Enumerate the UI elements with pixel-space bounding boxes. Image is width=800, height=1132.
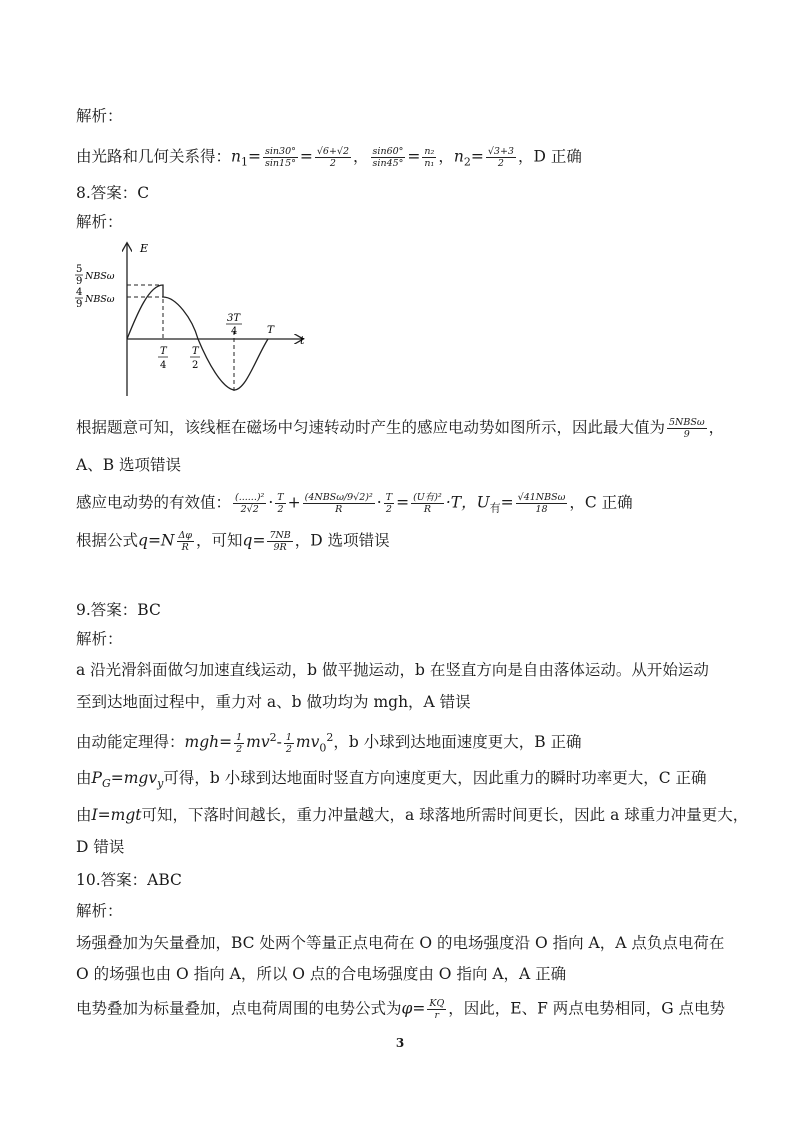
- frac-num: 7NB: [269, 530, 291, 541]
- fraction: [411, 492, 444, 515]
- y-axis-label: E: [140, 242, 149, 255]
- fraction: [275, 492, 285, 515]
- q9-p3-formula: mgh=: [184, 733, 233, 752]
- q10-p3: [76, 998, 725, 1021]
- q9-p5: [76, 805, 748, 825]
- q9-p4-end: 可得，b 小球到达地面时竖直方向速度更大，因此重力的瞬时功率更大，C 正确: [163, 769, 707, 787]
- frac-den: R: [423, 504, 432, 515]
- n2-symbol: n: [453, 147, 464, 166]
- q9-p3-minus: -: [276, 733, 282, 752]
- frac-num: Δφ: [178, 530, 193, 541]
- tick-T: T: [267, 324, 275, 336]
- q7-conclusion: D 正确: [533, 147, 582, 166]
- q8-line3-prefix: 感应电动势的有效值：: [76, 493, 232, 512]
- frac-den: r: [434, 1010, 440, 1021]
- tick-3t4-num: 3T: [227, 313, 241, 324]
- frac-num: KQ: [429, 998, 445, 1009]
- analysis-label: 解析：: [76, 902, 123, 920]
- fraction: [303, 492, 375, 515]
- q9-p5-formula: I=mgt: [91, 806, 142, 824]
- fraction: [315, 146, 351, 169]
- emf-graph: [74, 238, 314, 398]
- label-59-num: 5: [76, 264, 83, 275]
- label-49-den: 9: [76, 299, 83, 310]
- q9-p1: a 沿光滑斜面做匀加速直线运动，b 做平抛运动，b 在竖直方向是自由落体运动。从开始运动: [76, 661, 709, 679]
- q7-prefix: 由光路和几何关系得：: [76, 147, 232, 166]
- frac-den: 2: [285, 743, 292, 755]
- tick-t2-num: T: [192, 346, 199, 357]
- fraction: [267, 530, 292, 553]
- fraction: [516, 492, 568, 515]
- q8-line1-end: ，: [708, 418, 725, 437]
- q9-p2: 至到达地面过程中，重力对 a、b 做功均为 mgh，A 错误: [76, 693, 471, 711]
- q9-p3-mv: mv: [246, 733, 270, 752]
- analysis-label: 解析：: [76, 107, 123, 125]
- fraction: [667, 417, 707, 440]
- q9-p6: D 错误: [76, 838, 125, 856]
- q9-p4-sub2: y: [157, 777, 164, 791]
- frac-num: 5NBSω: [669, 417, 705, 428]
- q9-p4-sub: G: [101, 777, 111, 791]
- q8-line4-end: ，D 选项错误: [294, 531, 390, 550]
- fraction: [234, 732, 244, 755]
- n2-sub: 2: [463, 155, 471, 169]
- q8-line4: [76, 530, 390, 553]
- n1-sub: 1: [241, 155, 248, 169]
- q9-p3: 由动能定理得：mgh= $\frac{1}{2}$ $mv^2-$ $\frac{1}{2}$ $mv_0^2$，b 小球到达地面速度更大，B 正确: [76, 731, 582, 755]
- label-49-num: 4: [76, 287, 83, 298]
- answer-heading: 10.答案：ABC: [76, 871, 182, 889]
- q9-p3-prefix: 由动能定理得：: [76, 733, 185, 752]
- q8-line4-prefix: 根据公式: [76, 531, 139, 550]
- q10-p2: O 的场强也由 O 指向 A，所以 O 点的合电场强度由 O 指向 A，A 正确: [76, 965, 567, 983]
- tick-t4-num: T: [160, 346, 167, 357]
- frac-den: R: [181, 542, 189, 553]
- fraction: [177, 530, 195, 553]
- label-49-text: NBSω: [85, 294, 115, 305]
- x-axis-label: t: [300, 334, 305, 347]
- answer-heading: 8.答案：C: [76, 184, 150, 202]
- frac-num: (......)²: [235, 492, 265, 503]
- q8-line1-text: 根据题意可知，该线框在磁场中匀速转动时产生的感应电动势如图所示，因此最大值为: [76, 418, 666, 437]
- q9-p4: [76, 768, 706, 794]
- fraction: [384, 492, 394, 515]
- frac-num: 1: [285, 731, 292, 743]
- q8-line2: A、B 选项错误: [76, 456, 182, 474]
- frac-den: R: [335, 504, 343, 515]
- frac-den: 9: [683, 429, 690, 440]
- q8-line1: [76, 417, 724, 440]
- q8-line4-mid: ，可知: [196, 531, 243, 550]
- fraction: [263, 146, 298, 169]
- tick-3t4-den: 4: [231, 326, 238, 337]
- frac-num: (U有)²: [413, 492, 442, 503]
- frac-den: 2: [236, 743, 243, 755]
- u-sub: 有: [489, 501, 501, 515]
- q9-p5-prefix: 由: [76, 806, 92, 824]
- n1-symbol: n: [231, 147, 241, 166]
- frac-den: 2: [385, 504, 392, 515]
- frac-num: √6+√2: [316, 146, 350, 157]
- analysis-label: 解析：: [76, 213, 123, 231]
- label-59-text: NBSω: [85, 271, 115, 282]
- q9-p4-formula: P: [91, 769, 102, 787]
- q9-p4-prefix: 由: [76, 769, 92, 787]
- fraction: [233, 492, 266, 515]
- fraction: [486, 146, 516, 169]
- frac-num: T: [385, 492, 393, 503]
- frac-num: n₂: [424, 146, 435, 157]
- fraction: [284, 732, 294, 755]
- frac-den: 9R: [273, 542, 287, 553]
- frac-den: sin45°: [372, 158, 404, 169]
- tick-t2-den: 2: [192, 360, 199, 371]
- q7-formula-line: 由光路和几何关系得：$n_1=$ $\frac{\sin 30^\circ}{\sin 15^\circ}$ = $\frac{√6+√2}{2}$ ， $\frac{\sin 60^\circ}{\sin 45^\circ}$ = $\frac{\text{n₂}}{\text{n₁}}$ ，$n_2=$ $\frac{√3+3}{2}$ ，D 正确: [76, 146, 582, 169]
- q10-p3-prefix: 电势叠加为标量叠加，点电荷周围的电势公式为: [76, 999, 402, 1018]
- analysis-label: 解析：: [76, 630, 123, 648]
- emf-curve: [127, 285, 268, 390]
- fraction: [422, 146, 436, 169]
- q10-p3-phi: φ=: [401, 999, 426, 1018]
- frac-num: T: [277, 492, 284, 503]
- frac-num: 1: [236, 731, 243, 743]
- q9-p4-formula2: =mgv: [110, 769, 158, 787]
- fraction: [427, 998, 446, 1021]
- q8-line3: 感应电动势的有效值： $\frac{\text{(......)²}}{2√2}$ · $\frac{T}{2}$ + $\frac{\text{(4NBSω/9√2)²}}{R}$ · $\frac{T}{2}$ = $\frac{\text{(U有)²}}{R}$ ·T，$U_有=$ $\frac{\text{√41NBSω}}{18}$ ，C 正确: [76, 492, 633, 515]
- q9-p3-end: ，b 小球到达地面速度更大，B 正确: [333, 733, 582, 752]
- q8-line3-end: ，C 正确: [569, 493, 633, 512]
- answer-heading: 9.答案：BC: [76, 601, 161, 619]
- frac-num: sin60°: [372, 146, 404, 157]
- q8-line4-q2: q=: [242, 531, 266, 550]
- q8-line4-q: q=N: [138, 531, 175, 550]
- q9-p5-end: 可知，下落时间越长，重力冲量越大，a 球落地所需时间更长，因此 a 球重力冲量更大，: [141, 806, 749, 824]
- q10-p3-end: ，因此，E、F 两点电势相同，G 点电势: [448, 999, 726, 1018]
- frac-num: √3+3: [487, 146, 514, 157]
- frac-den: 2: [329, 158, 336, 169]
- frac-den: 2: [277, 504, 284, 515]
- frac-num: √41NBSω: [517, 492, 566, 503]
- page-number: 3: [395, 1036, 405, 1050]
- frac-den: 18: [535, 504, 548, 515]
- frac-den: 2√2: [240, 504, 259, 515]
- q8-line3-mid: ·T，U: [445, 493, 490, 512]
- label-59-den: 9: [76, 276, 83, 287]
- frac-num: (4NBSω/9√2)²: [304, 492, 373, 503]
- fraction: [371, 146, 406, 169]
- tick-t4-den: 4: [160, 360, 167, 371]
- q10-p1: 场强叠加为矢量叠加，BC 处两个等量正点电荷在 O 的电场强度沿 O 指向 A，A 点负点电荷在: [76, 934, 725, 952]
- frac-den: n₁: [424, 158, 435, 169]
- frac-den: sin15°: [265, 158, 296, 169]
- frac-den: 2: [497, 158, 504, 169]
- q9-p3-mv0: mv: [295, 733, 320, 752]
- frac-num: sin30°: [265, 146, 296, 157]
